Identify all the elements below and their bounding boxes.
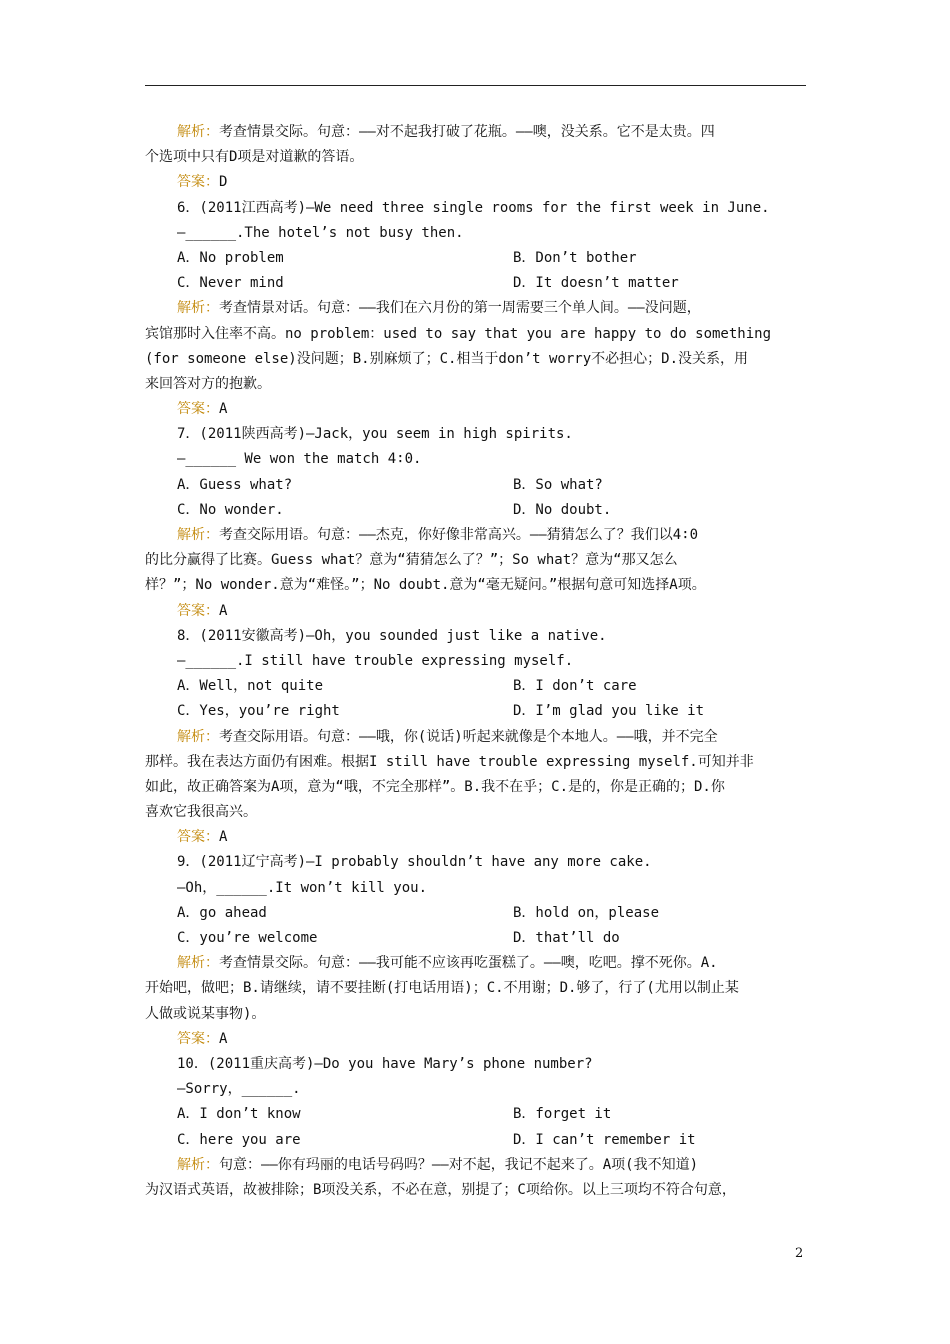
option-row <box>145 1102 807 1127</box>
question-stem: 10．(2011重庆高考)—Do you have Mary’s phone number? <box>177 1055 593 1072</box>
answer-line: 答案：A <box>177 1030 228 1047</box>
question-stem: 7．(2011陕西高考)—Jack，you seem in high spirits. <box>177 426 573 443</box>
analysis-line: 那样。我在表达方面仍有困难。根据I still have trouble expressing myself.可知并非 <box>145 753 754 770</box>
analysis-line: 的比分赢得了比赛。Guess what？意为“猜猜怎么了？”；So what？意为“那又怎么 <box>145 552 678 569</box>
answer-label: 答案： <box>177 174 219 191</box>
analysis-line: 解析：考查交际用语。句意：——杰克，你好像非常高兴。——猜猜怎么了？我们以4∶0 <box>177 527 698 543</box>
option-row <box>145 699 807 724</box>
analysis-line: 解析：考查交际用语。句意：——哦，你(说话)听起来就像是个本地人。——哦，并不完全 <box>177 728 718 745</box>
option-b: B．So what? <box>513 476 603 493</box>
analysis-line: 解析：句意：——你有玛丽的电话号码吗？——对不起，我记不起来了。A项(我不知道) <box>177 1156 698 1173</box>
analysis-label: 解析： <box>177 527 219 543</box>
answer-label: 答案： <box>177 829 219 846</box>
analysis-line: 样？”；No wonder.意为“难怪。”；No doubt.意为“毫无疑问。”根据句意可知选择A项。 <box>145 577 706 594</box>
option-a: A．No problem <box>177 249 284 266</box>
option-row <box>145 473 807 498</box>
question-stem: 9．(2011辽宁高考)—I probably shouldn’t have any more cake. <box>177 854 652 871</box>
analysis-line: 解析：考查情景交际。句意：——对不起我打破了花瓶。——噢，没关系。它不是太贵。四 <box>177 124 715 140</box>
answer-line: 答案：D <box>177 174 228 191</box>
question-reply: —______.The hotel’s not busy then. <box>177 224 464 241</box>
answer-line: 答案：A <box>177 829 228 846</box>
option-b: B．Don’t bother <box>513 249 637 266</box>
analysis-line: 个选项中只有D项是对道歉的答语。 <box>145 149 364 166</box>
analysis-line: 宾馆那时入住率不高。no problem：used to say that you are happy to do something <box>145 325 772 342</box>
option-c: C．Never mind <box>177 275 284 292</box>
answer-label: 答案： <box>177 1030 219 1047</box>
option-c: C．No wonder. <box>177 501 284 518</box>
option-a: A．Well，not quite <box>177 678 324 695</box>
analysis-label: 解析： <box>177 728 219 745</box>
analysis-line: 人做或说某事物)。 <box>145 1005 266 1022</box>
analysis-line: 解析：考查情景交际。句意：——我可能不应该再吃蛋糕了。——噢，吃吧。撑不死你。A. <box>177 955 718 972</box>
question-reply: —Oh，______.It won’t kill you. <box>177 879 428 896</box>
page-content <box>145 120 807 1203</box>
analysis-label: 解析： <box>177 955 219 972</box>
question-reply: —______.I still have trouble expressing myself. <box>177 652 574 669</box>
question-stem: 6．(2011江西高考)—We need three single rooms for the first week in June. <box>177 199 770 216</box>
analysis-line: 来回答对方的抱歉。 <box>145 375 271 392</box>
analysis-line: 开始吧，做吧；B.请继续，请不要挂断(打电话用语)；C.不用谢；D.够了，行了(尤用以制止某 <box>145 980 739 997</box>
option-d: D．I’m glad you like it <box>513 703 705 720</box>
option-row <box>145 674 807 699</box>
option-b: B．forget it <box>513 1106 612 1123</box>
page-number: 2 <box>795 1246 804 1261</box>
option-b: B．hold on，please <box>513 904 660 921</box>
option-d: D．No doubt. <box>513 501 612 518</box>
analysis-line: 喜欢它我很高兴。 <box>145 804 257 821</box>
analysis-line: (for someone else)没问题；B.别麻烦了；C.相当于don’t worry不必担心；D.没关系，用 <box>145 350 749 367</box>
option-d: D．that’ll do <box>513 930 620 946</box>
answer-line: 答案：A <box>177 401 228 418</box>
option-a: A．go ahead <box>177 904 267 921</box>
question-stem: 8．(2011安徽高考)—Oh，you sounded just like a native. <box>177 627 607 644</box>
answer-line: 答案：A <box>177 602 228 619</box>
option-row <box>145 1128 807 1153</box>
answer-label: 答案： <box>177 602 219 619</box>
question-reply: —Sorry，______. <box>177 1081 301 1098</box>
analysis-label: 解析： <box>177 300 219 317</box>
option-c: C．Yes，you’re right <box>177 703 340 720</box>
option-d: D．It doesn’t matter <box>513 275 679 292</box>
option-b: B．I don’t care <box>513 678 637 695</box>
option-a: A．I don’t know <box>177 1106 301 1123</box>
analysis-line: 如此，故正确答案为A项，意为“哦，不完全那样”。B.我不在乎；C.是的，你是正确的；D.你 <box>145 778 725 795</box>
option-d: D．I can’t remember it <box>513 1131 696 1148</box>
analysis-label: 解析： <box>177 124 219 140</box>
option-row <box>145 498 807 523</box>
option-row <box>145 246 807 271</box>
option-row <box>145 926 807 951</box>
header-rule <box>145 85 806 86</box>
option-row <box>145 271 807 296</box>
question-reply: —______ We won the match 4∶0. <box>177 451 422 468</box>
option-a: A．Guess what? <box>177 476 293 493</box>
answer-label: 答案： <box>177 401 219 418</box>
analysis-line: 解析：考查情景对话。句意：——我们在六月份的第一周需要三个单人间。——没问题， <box>177 300 701 317</box>
option-c: C．here you are <box>177 1131 301 1148</box>
analysis-line: 为汉语式英语，故被排除；B项没关系，不必在意，别提了；C项给你。以上三项均不符合句意， <box>145 1181 736 1198</box>
option-c: C．you’re welcome <box>177 930 318 946</box>
option-row <box>145 901 807 926</box>
analysis-label: 解析： <box>177 1156 219 1173</box>
